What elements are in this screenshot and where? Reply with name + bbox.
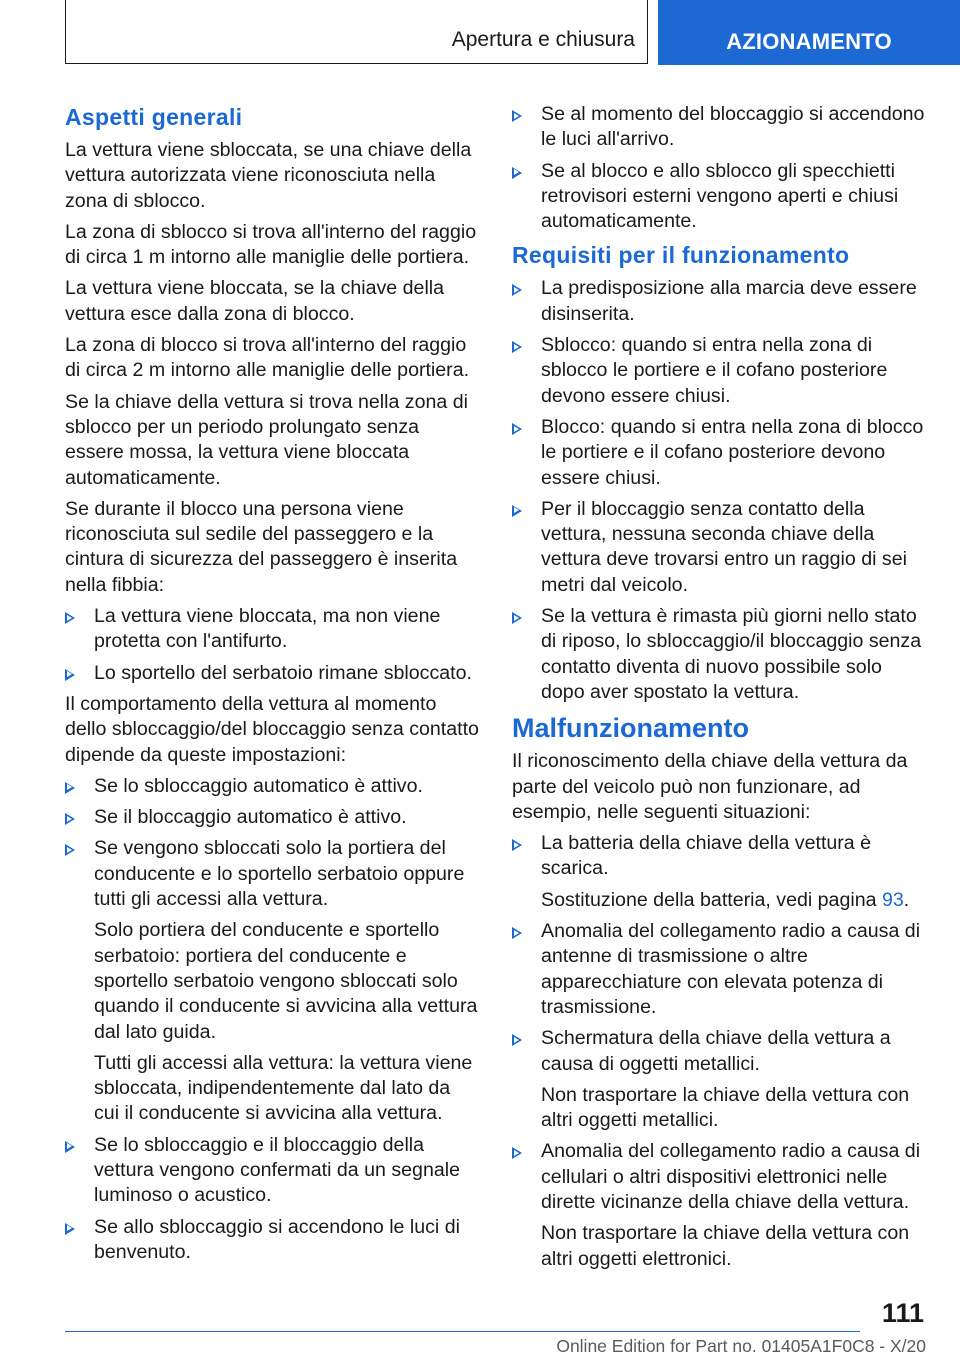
edition-footer: Online Edition for Part no. 01405A1F0C8 - X/20 [556,1336,926,1356]
heading-aspetti-generali: Aspetti generali [65,104,243,130]
list-item: Se lo sbloccaggio automatico è attivo. [65,774,480,799]
list-item: La batteria della chiave della vettura è scarica. [512,831,927,882]
header-frame [65,0,648,64]
paragraph: La vettura viene bloccata, se la chiave della vettura esce dalla zona di blocco. [65,277,445,325]
paragraph: La zona di blocco si trova all'interno del raggio di circa 2 m intorno alle maniglie delle portiera. [65,334,470,382]
paragraph: Il riconoscimento della chiave della vettura da parte del veicolo può non funzionare, ad esempio, nelle seguenti situazioni: [512,750,908,823]
list-item: Per il bloccaggio senza contatto della vettura, nessuna seconda chiave della vettura deve trovarsi entro un raggio di sei metri dal veicolo. [512,497,927,598]
list-item: Anomalia del collegamento radio a causa di antenne di trasmissione o altre apparecchiature con elevata potenza di trasmissione. [512,919,927,1020]
right-column [512,102,927,1278]
subitem-text: Sostituzione della batteria, vedi pagina [541,888,882,911]
heading-malfunzionamento: Malfunzionamento [512,713,749,744]
list-subitem [512,888,927,913]
list-subitem: Tutti gli accessi alla vettura: la vettura viene sbloccata, indipendentemente dal lato da cui il conducente si avvicina alla vettura. [94,1051,473,1125]
paragraph: La vettura viene sbloccata, se una chiave della vettura autorizzata viene riconosciuta nella zona di sblocco. [65,139,472,212]
section-title: Apertura e chiusura [451,28,635,51]
list-item: Lo sportello del serbatoio rimane sbloccato. [65,661,480,686]
paragraph: Il comportamento della vettura al momento dello sbloccaggio/del bloccaggio senza contatto dipende da queste impostazioni: [65,692,479,766]
list-item: Se vengono sbloccati solo la portiera del conducente e lo sportello serbatoio oppure tutti gli accessi alla vettura. [65,836,480,912]
list-item: Se lo sbloccaggio e il bloccaggio della vettura vengono confermati da un segnale luminoso o acustico. [65,1133,480,1209]
list-item: La vettura viene bloccata, ma non viene protetta con l'antifurto. [65,604,480,655]
list-item: Se il bloccaggio automatico è attivo. [65,805,480,830]
list-item: La predisposizione alla marcia deve essere disinserita. [512,276,927,327]
list-item: Anomalia del collegamento radio a causa di cellulari o altri dispositivi elettronici nelle dirette vicinanze della chiave della vettura. [512,1139,927,1215]
list-subitem: Non trasportare la chiave della vettura con altri oggetti metallici. [541,1083,910,1132]
paragraph: Se la chiave della vettura si trova nella zona di sblocco per un periodo prolungato senza essere mossa, la vettura viene bloccata automaticamente. [65,390,468,489]
list-item: Sblocco: quando si entra nella zona di sblocco le portiere e il cofano posteriore devono essere chiusi. [512,333,927,409]
page-link[interactable]: 93 [881,888,904,911]
list-item: Blocco: quando si entra nella zona di blocco le portiere e il cofano posteriore devono essere chiusi. [512,415,927,491]
list-subitem: Non trasportare la chiave della vettura con altri oggetti elettronici. [541,1222,910,1270]
list-item: Se la vettura è rimasta più giorni nello stato di riposo, lo sbloccaggio/il bloccaggio senza contatto diventa di nuovo possibile solo dopo aver spostato la vettura. [512,604,927,705]
list-item: Se al momento del bloccaggio si accendono le luci all'arrivo. [512,102,927,153]
heading-requisiti: Requisiti per il funzionamento [512,242,850,269]
page-header [0,0,960,66]
subitem-end: . [903,888,910,911]
list-item: Se al blocco e allo sblocco gli specchietti retrovisori esterni vengono aperti e chiusi automaticamente. [512,159,927,235]
left-column [65,102,480,1271]
footer-divider [65,1331,860,1332]
list-subitem: Solo portiera del conducente e sportello serbatoio: portiera del conducente e sportello serbatoio vengono sbloccati solo quando il conducente si avvicina alla vettura dal lato guida. [94,919,478,1043]
chapter-tab: AZIONAMENTO [658,0,960,65]
paragraph: La zona di sblocco si trova all'interno del raggio di circa 1 m intorno alle maniglie delle portiera. [65,220,477,269]
page-number: 111 [881,1298,924,1328]
paragraph: Se durante il blocco una persona viene riconosciuta sul sedile del passeggero e la cintura di sicurezza del passeggero è inserita nella fibbia: [65,497,458,596]
list-item: Schermatura della chiave della vettura a causa di oggetti metallici. [512,1026,927,1077]
list-item: Se allo sbloccaggio si accendono le luci di benvenuto. [65,1215,480,1266]
